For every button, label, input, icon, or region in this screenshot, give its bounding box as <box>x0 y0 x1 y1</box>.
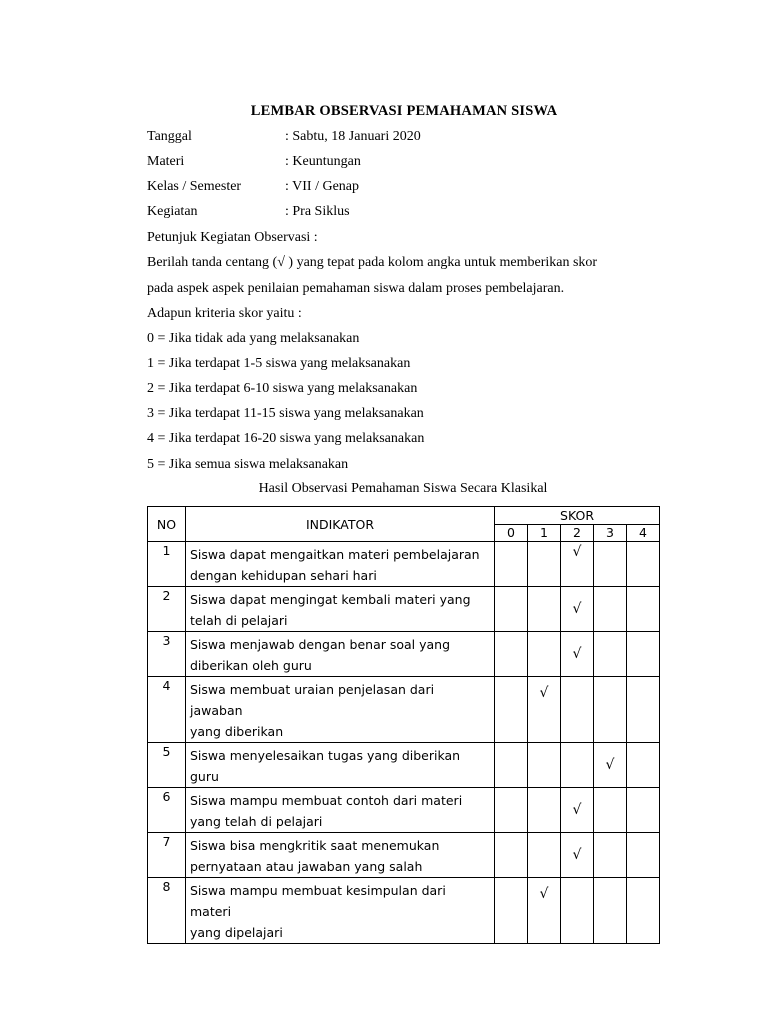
score-cell <box>495 587 528 632</box>
score-cell <box>528 542 561 587</box>
info-value: : Sabtu, 18 Januari 2020 <box>285 129 421 144</box>
row-number: 3 <box>148 632 186 677</box>
score-cell <box>561 833 594 878</box>
score-column-header: 0 <box>495 525 528 542</box>
row-number: 1 <box>148 542 186 587</box>
check-mark-icon: √ <box>605 757 615 773</box>
score-column-header: 3 <box>594 525 627 542</box>
indicator-line: yang telah di pelajari <box>190 814 323 829</box>
score-cell <box>627 743 660 788</box>
score-cell <box>528 743 561 788</box>
score-cell <box>594 587 627 632</box>
check-mark-icon: √ <box>572 646 582 662</box>
score-cell <box>627 587 660 632</box>
score-cell <box>495 833 528 878</box>
score-cell <box>627 833 660 878</box>
row-number: 2 <box>148 587 186 632</box>
header-indicator: INDIKATOR <box>186 507 495 542</box>
info-label: Materi <box>147 154 185 169</box>
score-cell <box>627 788 660 833</box>
criteria-item: 3 = Jika terdapat 11-15 siswa yang melaksanakan <box>147 406 424 421</box>
instruction-line: Berilah tanda centang (√ ) yang tepat pada kolom angka untuk memberikan skor <box>147 255 598 270</box>
score-cell <box>528 587 561 632</box>
check-mark-icon: √ <box>539 886 549 902</box>
row-indicator <box>186 833 495 878</box>
row-number: 5 <box>148 743 186 788</box>
score-cell <box>528 833 561 878</box>
score-cell <box>495 542 528 587</box>
row-indicator <box>186 743 495 788</box>
header-score: SKOR <box>495 507 660 525</box>
score-cell <box>627 677 660 743</box>
indicator-line: pernyataan atau jawaban yang salah <box>190 859 423 874</box>
score-cell <box>561 542 594 587</box>
criteria-item: 2 = Jika terdapat 6-10 siswa yang melaksanakan <box>147 381 418 396</box>
indicator-line: Siswa mampu membuat contoh dari materi <box>190 793 463 808</box>
check-mark-icon: √ <box>572 601 582 617</box>
info-value: : Pra Siklus <box>285 204 350 219</box>
score-cell <box>561 677 594 743</box>
score-cell <box>594 677 627 743</box>
row-indicator <box>186 542 495 587</box>
score-column-header: 1 <box>528 525 561 542</box>
header-no: NO <box>148 507 186 542</box>
indicator-line: yang dipelajari <box>190 925 283 940</box>
document-title: LEMBAR OBSERVASI PEMAHAMAN SISWA <box>250 103 558 119</box>
indicator-line: guru <box>190 769 219 784</box>
criteria-item: 5 = Jika semua siswa melaksanakan <box>147 457 349 472</box>
score-cell <box>528 788 561 833</box>
table-row <box>148 743 660 788</box>
info-label: Tanggal <box>147 129 192 144</box>
score-cell <box>561 743 594 788</box>
score-cell <box>495 632 528 677</box>
observation-table <box>147 506 660 944</box>
row-indicator <box>186 677 495 743</box>
table-body <box>148 542 660 944</box>
score-cell <box>528 878 561 944</box>
row-number: 6 <box>148 788 186 833</box>
table-row <box>148 587 660 632</box>
row-indicator <box>186 632 495 677</box>
score-column-header: 4 <box>627 525 660 542</box>
score-cell <box>594 878 627 944</box>
score-cell <box>594 788 627 833</box>
instructions-heading: Petunjuk Kegiatan Observasi : <box>147 230 318 245</box>
info-label: Kelas / Semester <box>147 179 242 194</box>
indicator-line: Siswa menyelesaikan tugas yang diberikan <box>190 748 461 763</box>
indicator-line: Siswa dapat mengingat kembali materi yang <box>190 592 471 607</box>
score-cell <box>594 632 627 677</box>
score-column-header: 2 <box>561 525 594 542</box>
score-cell <box>528 677 561 743</box>
score-cell <box>561 788 594 833</box>
table-caption: Hasil Observasi Pemahaman Siswa Secara Klasikal <box>258 481 548 496</box>
score-cell <box>561 632 594 677</box>
info-value: : Keuntungan <box>285 154 361 169</box>
info-value: : VII / Genap <box>285 179 359 194</box>
score-cell <box>495 878 528 944</box>
check-mark-icon: √ <box>572 802 582 818</box>
row-indicator <box>186 788 495 833</box>
info-label: Kegiatan <box>147 204 198 219</box>
score-cell <box>495 743 528 788</box>
indicator-line: diberikan oleh guru <box>190 658 312 673</box>
row-number: 4 <box>148 677 186 743</box>
criteria-item: 0 = Jika tidak ada yang melaksanakan <box>147 331 360 346</box>
score-cell <box>495 788 528 833</box>
indicator-line: telah di pelajari <box>190 613 288 628</box>
score-cell <box>627 632 660 677</box>
score-cell <box>528 632 561 677</box>
instruction-line: pada aspek aspek penilaian pemahaman siswa dalam proses pembelajaran. <box>147 281 565 296</box>
row-number: 7 <box>148 833 186 878</box>
indicator-line: Siswa membuat uraian penjelasan dari jawaban <box>190 682 435 718</box>
indicator-line: Siswa menjawab dengan benar soal yang <box>190 637 451 652</box>
row-number: 8 <box>148 878 186 944</box>
indicator-line: Siswa dapat mengaitkan materi pembelajaran <box>190 547 480 562</box>
table-row <box>148 788 660 833</box>
table-row <box>148 833 660 878</box>
score-cell <box>561 587 594 632</box>
criteria-item: 4 = Jika terdapat 16-20 siswa yang melaksanakan <box>147 431 425 446</box>
score-cell <box>561 878 594 944</box>
row-indicator <box>186 878 495 944</box>
table-row <box>148 878 660 944</box>
table-row <box>148 542 660 587</box>
score-cell <box>594 542 627 587</box>
indicator-line: Siswa mampu membuat kesimpulan dari materi <box>190 883 446 919</box>
table-row <box>148 632 660 677</box>
score-cell <box>495 677 528 743</box>
criteria-heading: Adapun kriteria skor yaitu : <box>147 306 302 321</box>
check-mark-icon: √ <box>539 685 549 701</box>
row-indicator <box>186 587 495 632</box>
score-cell <box>594 743 627 788</box>
indicator-line: Siswa bisa mengkritik saat menemukan <box>190 838 440 853</box>
criteria-item: 1 = Jika terdapat 1-5 siswa yang melaksanakan <box>147 356 411 371</box>
score-cell <box>594 833 627 878</box>
header-row <box>148 507 660 525</box>
score-cell <box>627 542 660 587</box>
check-mark-icon: √ <box>572 847 582 863</box>
table-row <box>148 677 660 743</box>
score-cell <box>627 878 660 944</box>
indicator-line: yang diberikan <box>190 724 284 739</box>
indicator-line: dengan kehidupan sehari hari <box>190 568 377 583</box>
check-mark-icon: √ <box>572 544 582 560</box>
